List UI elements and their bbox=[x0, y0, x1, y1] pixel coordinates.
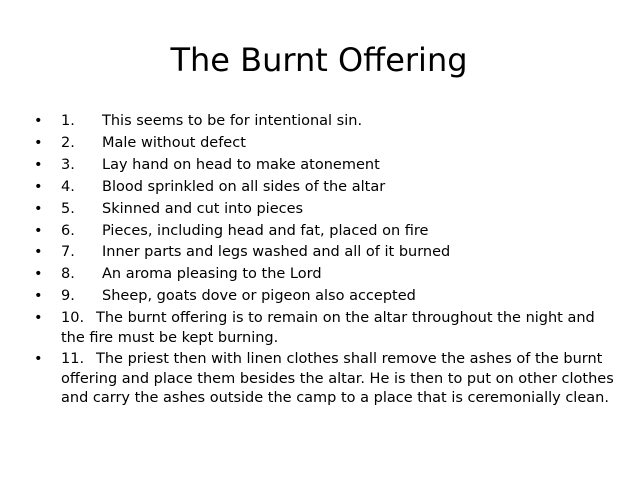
item-text: Sheep, goats dove or pigeon also accepted bbox=[102, 288, 416, 305]
bullet-icon: • bbox=[34, 351, 43, 368]
item-text: Lay hand on head to make atonement bbox=[102, 156, 380, 173]
bullet-icon: • bbox=[34, 288, 43, 305]
bullet-icon: • bbox=[34, 310, 43, 327]
bullet-icon: • bbox=[34, 266, 43, 283]
item-number: 5. bbox=[61, 200, 75, 217]
list-item bbox=[34, 265, 618, 284]
item-number: 6. bbox=[61, 222, 75, 239]
item-text: Male without defect bbox=[102, 134, 246, 151]
item-number: 11. bbox=[61, 351, 85, 368]
list-item bbox=[34, 287, 618, 306]
bullet-list bbox=[34, 112, 618, 411]
list-item bbox=[34, 200, 618, 219]
slide-title: The Burnt Offering bbox=[170, 41, 468, 79]
list-item bbox=[34, 112, 618, 131]
item-text: The priest then with linen clothes shall remove the ashes of the burnt offering and place them besides the altar. He is then to put on other clothes and carry the ashes outside the camp to a place that is ceremonially clean. bbox=[61, 351, 614, 407]
bullet-icon: • bbox=[34, 156, 43, 173]
list-item bbox=[34, 309, 618, 348]
item-text: Pieces, including head and fat, placed on fire bbox=[102, 222, 429, 239]
bullet-icon: • bbox=[34, 134, 43, 151]
item-number: 9. bbox=[61, 288, 75, 305]
bullet-icon: • bbox=[34, 178, 43, 195]
list-item bbox=[34, 350, 618, 408]
item-number: 2. bbox=[61, 134, 75, 151]
item-text: Skinned and cut into pieces bbox=[102, 200, 304, 217]
item-text: This seems to be for intentional sin. bbox=[102, 113, 363, 129]
list-item bbox=[34, 222, 618, 241]
item-number: 3. bbox=[61, 156, 75, 173]
list-item bbox=[34, 156, 618, 175]
item-number: 4. bbox=[61, 178, 75, 195]
item-text: Blood sprinkled on all sides of the altar bbox=[102, 178, 386, 195]
bullet-icon: • bbox=[34, 113, 43, 129]
item-number: 7. bbox=[61, 244, 75, 261]
item-text: The burnt offering is to remain on the altar throughout the night and the fire must be kept burning. bbox=[61, 310, 595, 346]
bullet-icon: • bbox=[34, 222, 43, 239]
item-text: An aroma pleasing to the Lord bbox=[102, 266, 322, 283]
list-item bbox=[34, 243, 618, 262]
item-number: 1. bbox=[61, 113, 75, 129]
bullet-icon: • bbox=[34, 244, 43, 261]
bullet-icon: • bbox=[34, 200, 43, 217]
list-item bbox=[34, 134, 618, 153]
item-number: 10. bbox=[61, 310, 85, 327]
item-number: 8. bbox=[61, 266, 75, 283]
item-text: Inner parts and legs washed and all of it burned bbox=[102, 244, 451, 261]
list-item bbox=[34, 178, 618, 197]
